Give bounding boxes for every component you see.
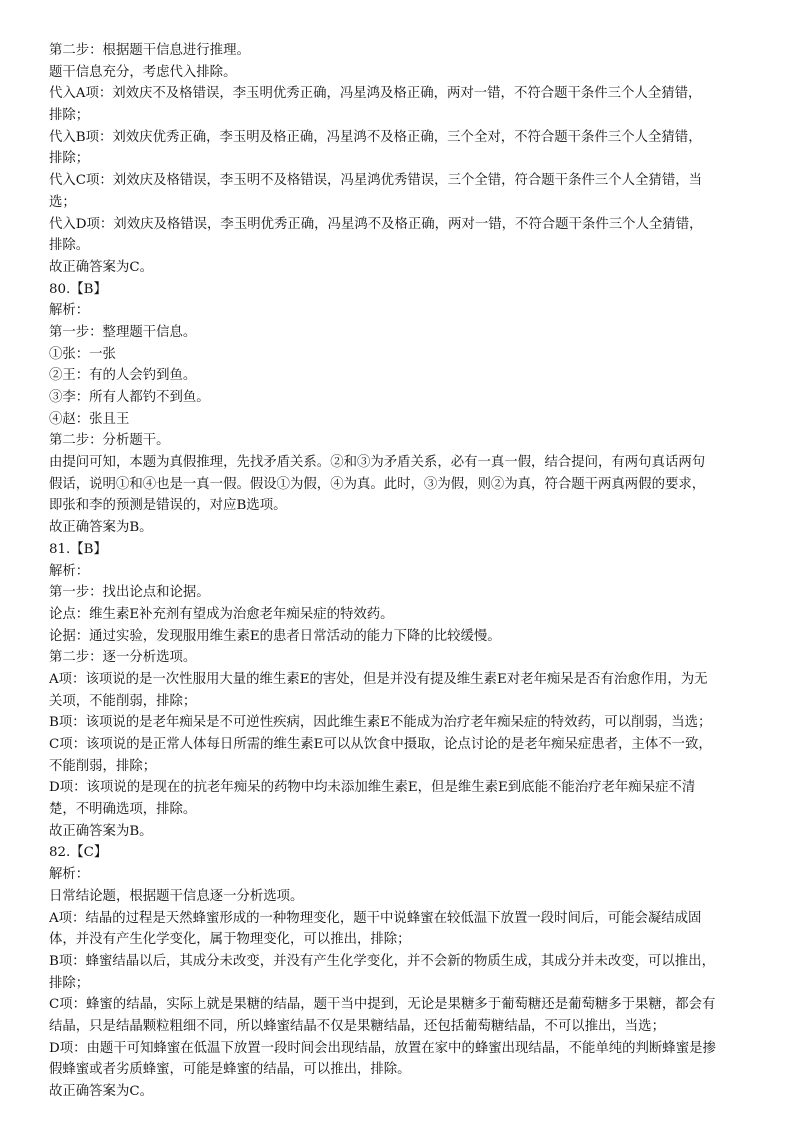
- text-line: 代入D项：刘效庆及格错误，李玉明优秀正确，冯星鸿不及格正确，两对一错，不符合题干条件三个人全猜错，: [49, 216, 703, 232]
- text-line: 故正确答案为B。: [49, 823, 153, 839]
- text-line: A项：该项说的是一次性服用大量的维生素E的害处，但是并没有提及维生素E对老年痴呆是否有治愈作用，为无: [49, 671, 708, 687]
- text-line: 代入A项：刘效庆不及格错误，李玉明优秀正确，冯星鸿及格正确，两对一错，不符合题干条件三个人全猜错，: [49, 86, 702, 102]
- text-line: 题干信息充分，考虑代入排除。: [49, 64, 237, 80]
- text-line: 排除；: [49, 151, 90, 167]
- document-page: [49, 40, 754, 1103]
- text-line: 排除；: [49, 108, 90, 124]
- text-line: ③李：所有人都钓不到鱼。: [49, 390, 210, 405]
- text-line: 排除；: [49, 975, 90, 991]
- text-line: 体，并没有产生化学变化，属于物理变化，可以推出，排除；: [49, 932, 411, 948]
- text-line: ②王：有的人会钓到鱼。: [49, 368, 197, 384]
- text-line: A项：结晶的过程是天然蜂蜜形成的一种物理变化，题干中说蜂蜜在较低温下放置一段时间后，可能会凝结成固: [49, 910, 702, 926]
- text-line: 排除。: [49, 238, 90, 254]
- text-line: 假蜂蜜或者劣质蜂蜜，可能是蜂蜜的结晶，可以推出，排除。: [49, 1062, 411, 1078]
- text-line: 关项，不能削弱，排除；: [49, 693, 197, 709]
- text-line: ①张：一张: [49, 346, 116, 362]
- text-line: 假话，说明①和④也是一真一假。假设①为假，④为真。此时，③为假，则②为真，符合题干两真两假的要求，: [49, 476, 706, 492]
- text-line: B项：该项说的是老年痴呆是不可逆性疾病，因此维生素E不能成为治疗老年痴呆症的特效药，可以削弱，当选；: [49, 715, 712, 731]
- text-line: 即张和李的预测是错误的，对应B选项。: [49, 498, 287, 514]
- text-line: 日常结论题，根据题干信息逐一分析选项。: [49, 888, 304, 904]
- text-line: 解析：: [49, 303, 90, 319]
- text-line: 论点：维生素E补充剂有望成为治愈老年痴呆症的特效药。: [49, 606, 394, 622]
- text-line: ④赵：张且王: [49, 411, 130, 427]
- text-line: 由提问可知，本题为真假推理，先找矛盾关系。②和③为矛盾关系，必有一真一假，结合提问，有两句真话两句: [49, 455, 706, 471]
- text-line: 解析：: [49, 867, 90, 883]
- text-line: 第一步：找出论点和论据。: [49, 585, 210, 601]
- text-line: 第二步：根据题干信息进行推理。: [49, 43, 250, 58]
- text-line: 第二步：逐一分析选项。: [49, 650, 197, 666]
- text-line: C项：蜂蜜的结晶，实际上就是果糖的结晶，题干当中提到，无论是果糖多于葡萄糖还是葡萄糖多于果糖，都会有: [49, 997, 716, 1013]
- text-line: 80.【B】: [49, 281, 107, 297]
- text-line: 楚，不明确选项，排除。: [49, 802, 197, 818]
- text-line: 故正确答案为C。: [49, 1084, 153, 1099]
- text-line: 82.【C】: [49, 845, 108, 861]
- text-line: 故正确答案为B。: [49, 520, 153, 536]
- text-line: 代入C项：刘效庆及格错误，李玉明不及格错误，冯星鸿优秀错误，三个全错，符合题干条件三个人全猜错，当: [49, 173, 702, 189]
- text-line: D项：由题干可知蜂蜜在低温下放置一段时间会出现结晶，放置在家中的蜂蜜出现结晶，不能单纯的判断蜂蜜是掺: [49, 1040, 716, 1056]
- text-line: C项：该项说的是正常人体每日所需的维生素E可以从饮食中摄取，论点讨论的是老年痴呆症患者，主体不一致，: [49, 737, 712, 752]
- text-line: 结晶，只是结晶颗粒粗细不同，所以蜂蜜结晶不仅是果糖结晶，还包括葡萄糖结晶，不可以推出，当选；: [49, 1018, 665, 1034]
- text-line: 故正确答案为C。: [49, 259, 153, 275]
- text-line: 论据：通过实验，发现服用维生素E的患者日常活动的能力下降的比较缓慢。: [49, 628, 501, 644]
- text-line: 81.【B】: [49, 541, 107, 557]
- text-line: 代入B项：刘效庆优秀正确，李玉明及格正确，冯星鸿不及格正确，三个全对，不符合题干条件三个人全猜错，: [49, 129, 702, 145]
- text-line: 选；: [49, 194, 76, 210]
- text-line: 第二步：分析题干。: [49, 433, 170, 449]
- text-line: 第一步：整理题干信息。: [49, 324, 197, 340]
- text-line: 解析：: [49, 563, 90, 579]
- text-line: D项：该项说的是现在的抗老年痴呆的药物中均未添加维生素E，但是维生素E到底能不能治疗老年痴呆症不清: [49, 780, 696, 796]
- text-line: B项：蜂蜜结晶以后，其成分未改变，并没有产生化学变化，并不会新的物质生成，其成分并未改变，可以推出，: [49, 953, 715, 969]
- text-line: 不能削弱，排除；: [49, 758, 157, 774]
